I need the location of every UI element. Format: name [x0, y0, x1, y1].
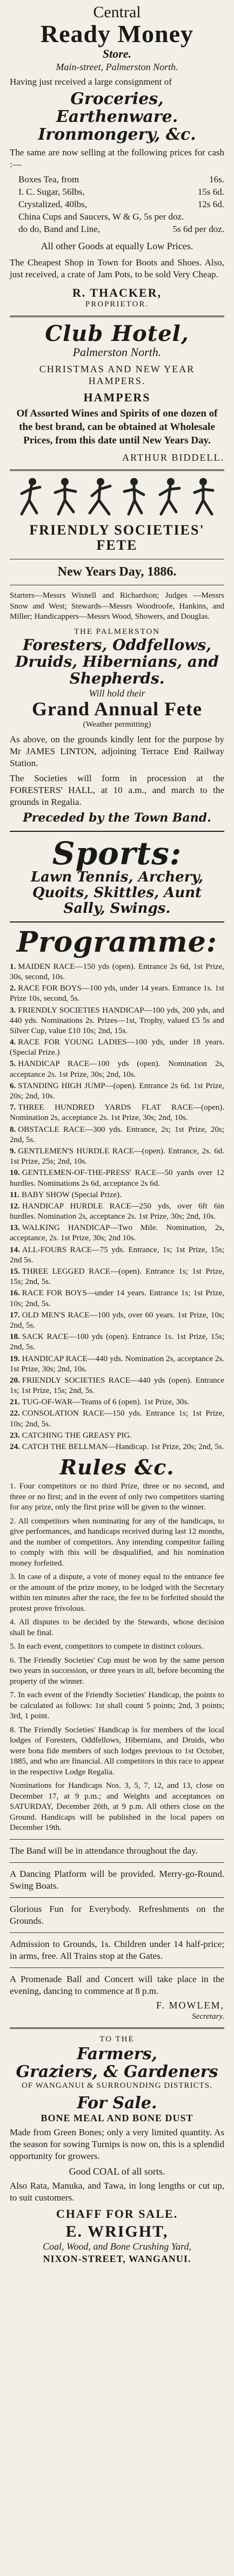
rule-item: 4. All disputes to be decided by the Stewards, whose decision shall be final. — [10, 1618, 224, 1637]
ground-text: As above, on the grounds kindly lent for the purpose by Mr JAMES LINTON, adjoining Terrace End Railway Station. — [10, 734, 224, 768]
will-hold: Will hold their — [89, 687, 145, 699]
season-greeting: CHRISTMAS AND NEW YEAR HAMPERS. — [39, 363, 195, 387]
divider — [10, 469, 224, 471]
programme-event: 21. TUG-OF-WAR—Teams of 6 (open). 1st Prize, 30s. — [10, 1398, 190, 1407]
line-groceries: Groceries, — [70, 90, 164, 109]
programme-event: 6. STANDING HIGH JUMP—(open). Entrance 2s 6d. 1st Prize, 20s; 2nd, 10s. — [10, 1081, 224, 1101]
programme-event: 9. GENTLEMEN'S HURDLE RACE—(open). Entrance, 2s. 6d. 1st Prize, 25s; 2nd, 10s. — [10, 1146, 224, 1166]
divider — [10, 1862, 224, 1863]
merchant-business: Coal, Wood, and Bone Crushing Yard, — [42, 2241, 192, 2252]
proprietor-name: R. THACKER, — [72, 285, 162, 299]
wright-bone-meal-ad — [10, 2034, 224, 2265]
friendly-societies-fete-ad — [10, 476, 224, 2022]
club-hotel-ad — [10, 320, 224, 464]
programme-event: 13. WALKING HANDICAP—Two Mile. Nomination, 2s, acceptance, 2s. 1st Prize, 30s; 2nd 10s. — [10, 1224, 224, 1243]
intro-text: Having just received a large consignment of — [10, 77, 172, 87]
programme-event: 11. BABY SHOW (Special Prize). — [10, 1190, 122, 1199]
programme-event: 8. OBSTACLE RACE—300 yds. Entrance, 2s; 1st Prize, 20s; 2nd, 5s. — [10, 1125, 224, 1144]
price-item: I. C. Sugar, 56lbs, 15s 6d. — [18, 187, 224, 197]
dancing-note: A Dancing Platform will be provided. Merry-go-Round. Swing Boats. — [10, 1868, 224, 1891]
chaff-heading: CHAFF FOR SALE. — [56, 2206, 178, 2220]
others-text: All other Goods at equally Low Prices. — [41, 241, 193, 252]
programme-event: 4. RACE FOR YOUNG LADIES—100 yds, under 18 years. (Special Prize.) — [10, 1038, 224, 1057]
promenade-note: A Promenade Ball and Concert will take place in the evening, dancing to commence at 8 p.m. — [10, 1974, 224, 1997]
programme-event: 15. THREE LEGGED RACE—(open). Entrance 1s; 1st Prize, 15s; 2nd, 5s. — [10, 1267, 224, 1287]
divider — [10, 2027, 224, 2029]
programme-event: 18. SACK RACE—100 yds (open). Entrance 1s. 1st Prize, 15s; 2nd, 5s. — [10, 1333, 224, 1352]
fete-date: New Years Day, 1886. — [57, 564, 177, 579]
product-name: BONE MEAL AND BONE DUST — [41, 2113, 193, 2124]
fete-title: FRIENDLY SOCIETIES' FETE — [29, 522, 205, 554]
weather-note: (Weather permitting) — [83, 720, 151, 729]
officials-text: Starters—Messrs Wisnell and Richardson; Judges —Messrs Snow and West; Stewards—Messrs Woodroofe, Hankins, and Miller; Handicappers—Messrs Wood, Showers, and Douglas. — [10, 591, 224, 621]
to-the: TO THE — [99, 2035, 135, 2044]
programme-list — [10, 962, 224, 1452]
rule-item: 3. In case of a dispute, a vote of money equal to the entrance fee or the amount of the prize money, to be lodged with the Secretary within ten minutes after the race, the fee to be forfeited should the protest prove frivolous. — [10, 1573, 224, 1613]
programme-event: 16. RACE FOR BOYS—under 14 years. Entrance 1s; 1st Prize, 10s; 2nd, 5s. — [10, 1289, 224, 1308]
grand-annual-fete: Grand Annual Fete — [31, 698, 203, 720]
runners-engraving — [10, 476, 224, 518]
price-item: Crystalized, 40lbs, 12s 6d. — [18, 199, 224, 210]
price-item: Boxes Tea, from 16s. — [18, 174, 224, 185]
divider — [10, 921, 224, 923]
sports-heading: Sports: — [52, 835, 182, 872]
runner-illustration-icon — [152, 476, 186, 518]
runner-illustration-icon — [14, 476, 48, 518]
rule-item: Nominations for Handicaps Nos. 3, 5, 7, 12, and 13, close on December 17, at 9 p.m.; and Weights and acceptances on SATURDAY, December 26th, at 9 p.m. All others close on the Ground. Handicaps will be published in the local papers on December 19th. — [10, 1781, 224, 1833]
programme-event: 2. RACE FOR BOYS—100 yds, under 14 years. Entrance 1s. 1st Prize 10s, second, 5s. — [10, 984, 224, 1003]
ad-heading-ready-money: Ready Money — [40, 20, 194, 47]
divider — [10, 1967, 224, 1968]
rule-item: 8. The Friendly Societies' Handicap is for members of the local lodges of Foresters, Oddfellows, Hibernians, and Druids, who were bona fide members of such lodges previous to 1st October, 1885, and who are financial. All competitors in this race to appear in the respective Lodge Regalia. — [10, 1725, 224, 1776]
programme-event: 10. GENTLEMEN-OF-THE-PRESS' RACE—50 yards over 12 hurdles. Nominations 2s 6d, acceptance 2s 6d. — [10, 1169, 224, 1188]
lodges-list: Foresters, Oddfellows, Druids, Hibernians, and Shepherds. — [15, 636, 219, 688]
hampers-heading: HAMPERS — [83, 390, 151, 404]
divider — [10, 1897, 224, 1898]
line-ironmongery: Ironmongery, &c. — [38, 125, 196, 145]
rules-list — [10, 1481, 224, 1834]
coal-note: Good COAL of all sorts. — [69, 2166, 165, 2177]
hampers-body: Of Assorted Wines and Spirits of one dozen of the best brand, can be obtained at Wholesale Prices, from this date until New Years Day. — [16, 408, 218, 446]
divider — [10, 1839, 224, 1840]
price-item: China Cups and Saucers, W & G, 5s per doz. — [18, 211, 184, 222]
glorious-note: Glorious Fun for Everybody. Refreshments on the Grounds. — [10, 1903, 224, 1926]
runner-illustration-icon — [49, 476, 82, 518]
programme-event: 14. ALL-FOURS RACE—75 yds. Entrance, 1s; 1st Prize, 15s; 2nd 5s. — [10, 1245, 224, 1265]
divider — [10, 316, 224, 317]
programme-event: 5. HANDICAP RACE—100 yds (open). Nomination 2s, acceptance 2s. 1st Prize, 30s; 2nd, 10s. — [10, 1060, 224, 1079]
for-sale-heading: For Sale. — [77, 2094, 157, 2113]
secretary-title: Secretary. — [192, 2012, 224, 2021]
town-band-text: Preceded by the Town Band. — [23, 811, 211, 825]
programme-event: 24. CATCH THE BELLMAN—Handicap. 1st Prize, 20s; 2nd, 5s. — [10, 1443, 224, 1452]
programme-event: 3. FRIENDLY SOCIETIES HANDICAP—100 yds, 200 yds, and 440 yds. Nominations 2s. Prizes—1st, Trophy, valued £5 5s and Silver Cup, value £10 10s; 2nd, 15s. — [10, 1006, 224, 1035]
band-note: The Band will be in attendance throughout the day. — [10, 1845, 198, 1856]
proprietor-title: PROPRIETOR. — [85, 300, 149, 309]
hotel-name: Club Hotel, — [45, 320, 189, 346]
rule-item: 5. In each event, competitors to compete in distinct colours. — [10, 1642, 204, 1651]
timber-note: Also Rata, Manuka, and Tawa, in long lengths or cut up, to suit customers. — [10, 2180, 224, 2203]
programme-heading: Programme: — [17, 926, 217, 959]
sports-list: Lawn Tennis, Archery, Quoits, Skittles, Aunt Sally, Swings. — [30, 869, 204, 917]
rule-item: 7. In each event of the Friendly Societies' Handicap, the points to be calculated as follows: 1st shall count 5 points; 2nd, 3 points; 3rd, 1 point. — [10, 1691, 224, 1721]
prices-intro: The same are now selling at the following prices for cash :— — [10, 147, 224, 170]
programme-event: 17. OLD MEN'S RACE—100 yds, over 60 years. 1st Prize, 10s; 2nd, 5s. — [10, 1310, 224, 1330]
hotel-proprietor: ARTHUR BIDDELL. — [122, 452, 224, 463]
programme-event: 19. HANDICAP RACE—440 yds. Nomination 2s, acceptance 2s. 1st Prize, 30s; 2nd, 10s. — [10, 1354, 224, 1374]
audience-district: OF WANGANUI & SURROUNDING DISTRICTS. — [22, 2081, 212, 2090]
rule-item: 6. The Friendly Societies' Cup must be won by the same person two years in succession, or three years in all, before becoming the property of the winner. — [10, 1656, 224, 1686]
divider — [10, 831, 224, 832]
programme-event: 22. CONSOLATION RACE—150 yds. Entrance 1s; 1st Prize, 10s; 2nd, 5s. — [10, 1409, 224, 1429]
ad-heading-store: Store. — [102, 47, 132, 61]
runner-illustration-icon — [83, 476, 117, 518]
ad-heading-central: Central — [93, 3, 141, 21]
audience-graziers: Graziers, & Gardeners — [16, 2062, 218, 2081]
line-earthenware: Earthenware. — [56, 107, 178, 127]
merchant-name: E. WRIGHT, — [65, 2223, 169, 2241]
product-body: Made from Green Bones; only a very limited quantity. As the season for sowing Turnips is now on, this is a splendid opportunity for growers. — [10, 2127, 224, 2162]
the-palmerston: THE PALMERSTON — [73, 627, 161, 636]
audience-farmers: Farmers, — [77, 2044, 157, 2063]
admission-note: Admission to Grounds, 1s. Children under 14 half-price; in arms, free. All Trains stop at the Gates. — [10, 1939, 224, 1962]
price-list — [18, 174, 224, 236]
secretary-name: F. MOWLEM, — [156, 2000, 224, 2011]
runner-illustration-icon — [187, 476, 220, 518]
divider — [10, 1932, 224, 1933]
rule-item: 2. All competitors when nominating for any of the handicaps, to give performances, and handicaps received during last 12 months, and the number of competitors. Any intending competitor failing to comply with this will be disqualified, and his nomination money forfeited. — [10, 1516, 224, 1568]
store-address: Main-street, Palmerston North. — [56, 61, 178, 72]
programme-event: 12. HANDICAP HURDLE RACE—250 yds, over 6ft 6in hurdles. Nomination 2s, acceptance 2s. 1st Prize, 30s; 2nd, 10s. — [10, 1201, 224, 1221]
merchant-address: NIXON-STREET, WANGANUI. — [43, 2253, 191, 2264]
rules-heading: Rules &c. — [59, 1455, 175, 1480]
thacker-store-ad — [10, 0, 224, 310]
rule-item: 1. Four competitors or no third Prize, three or no second, and three or no first; and in the event of only two competitors starting for any prize, only the first prize will be given to the winner. — [10, 1482, 224, 1512]
procession-text: The Societies will form in procession at the FORESTERS' HALL, at 10 a.m., and march to the grounds in Regalia. — [10, 773, 224, 808]
programme-event: 1. MAIDEN RACE—150 yds (open). Entrance 2s 6d, 1st Prize, 30s, second, 10s. — [10, 962, 224, 981]
hotel-town: Palmerston North. — [72, 345, 162, 359]
programme-event: 7. THREE HUNDRED YARDS FLAT RACE—(open). Nomination 2s, acceptance 2s. 1st Prize, 30s; 2nd, 10s. — [10, 1103, 224, 1123]
programme-event: 20. FRIENDLY SOCIETIES RACE—440 yds (open). Entrance 1s; 1st Prize, 15s; 2nd, 5s. — [10, 1376, 224, 1396]
runner-illustration-icon — [118, 476, 151, 518]
cheapest-text: The Cheapest Shop in Town for Boots and Shoes. Also, just received, a crate of Jam Pots, to be sold Very Cheap. — [10, 257, 224, 279]
programme-event: 23. CATCHING THE GREASY PIG. — [10, 1431, 132, 1440]
price-item: do do, Band and Line, 5s 6d per doz. — [18, 224, 224, 235]
